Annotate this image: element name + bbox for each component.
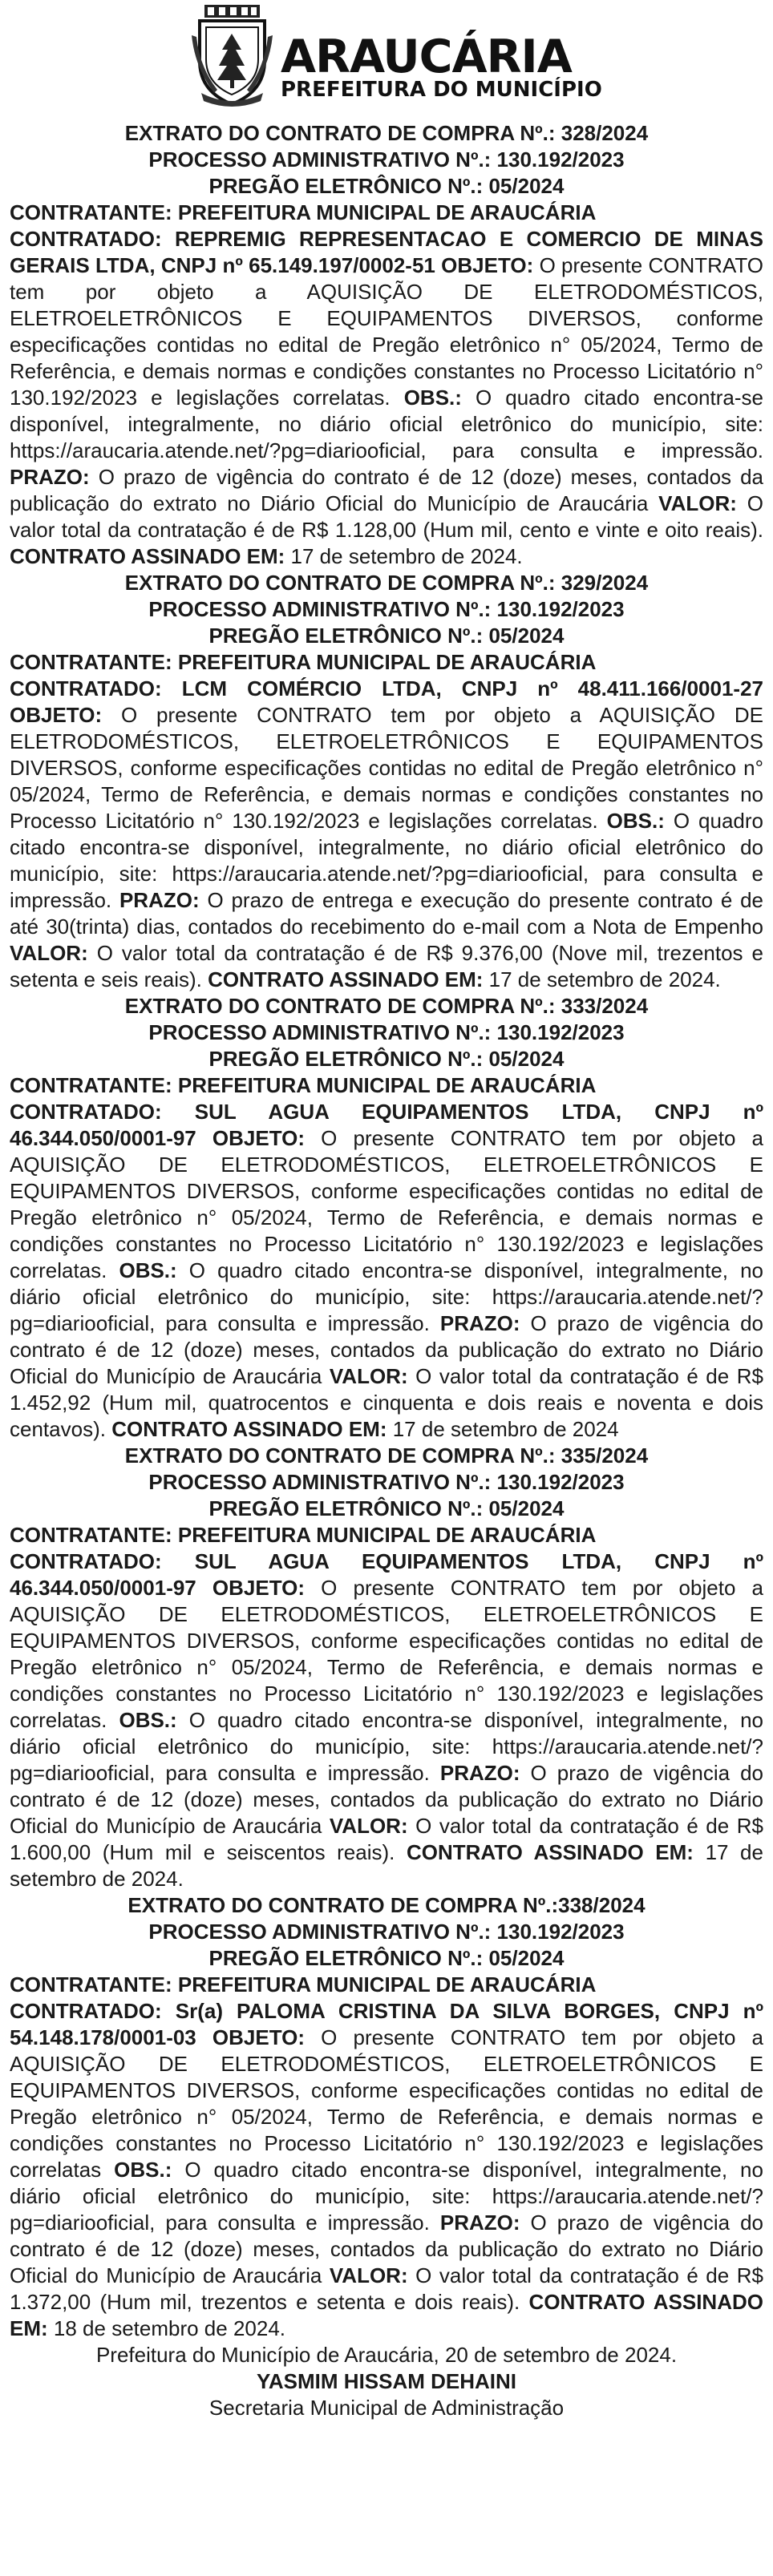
footer bbox=[10, 2342, 763, 2421]
assinado-label: CONTRATO ASSINADO EM: bbox=[111, 1417, 387, 1441]
footer-role: Secretaria Municipal de Administração bbox=[208, 2396, 565, 2420]
extrato-pregao: PREGÃO ELETRÔNICO Nº.: 05/2024 bbox=[208, 174, 565, 198]
objeto-text: O presente CONTRATO tem por objeto a AQUISIÇÃO DE ELETRODOMÉSTICOS, ELETROELETRÔNICOS E EQUIPAMENTOS DIVERSOS, conforme especificações contidas no edital de Pregão eletrônico n° 05/2024, Termo de Referência, e demais normas e condições constantes no Processo Licitatório n° 130.192/2023 e legislações correlatas bbox=[10, 2025, 763, 2182]
assinado-text: 17 de setembro de 2024. bbox=[10, 1840, 763, 1891]
valor-text: O valor total da contratação é de R$ 1.372,00 (Hum mil, trezentos e setenta e dois reais). bbox=[10, 2263, 763, 2314]
obs-text: O quadro citado encontra-se disponível, integralmente, no diário oficial eletrônico do município, site: https://araucaria.atende.net/?pg=diariooficial, para consulta e impressão. bbox=[10, 1708, 763, 1785]
extrato-contratante: CONTRATANTE: PREFEITURA MUNICIPAL DE ARAUCÁRIA bbox=[10, 1972, 597, 1997]
extrato-contratante: CONTRATANTE: PREFEITURA MUNICIPAL DE ARAUCÁRIA bbox=[10, 1073, 597, 1097]
assinado-label: CONTRATO ASSINADO EM: bbox=[10, 544, 285, 568]
contratado-text: CONTRATADO: LCM COMÉRCIO LTDA, CNPJ nº 48.411.166/0001-27 bbox=[10, 676, 763, 701]
obs-text: O quadro citado encontra-se disponível, integralmente, no diário oficial eletrônico do município, site: https://araucaria.atende.net/?pg=diariooficial, para consulta e impressão. bbox=[10, 2158, 763, 2235]
extrato-title: EXTRATO DO CONTRATO DE COMPRA Nº.: 329/2024 bbox=[124, 571, 649, 595]
obs-label: OBS.: bbox=[114, 2158, 172, 2182]
assinado-text: 17 de setembro de 2024. bbox=[488, 967, 721, 991]
objeto-text: O presente CONTRATO tem por objeto a AQUISIÇÃO DE ELETRODOMÉSTICOS, ELETROELETRÔNICOS E EQUIPAMENTOS DIVERSOS, conforme especificações contidas no edital de Pregão eletrônico n° 05/2024, Termo de Referência, e demais normas e condições constantes no Processo Licitatório n° 130.192/2023 e legislações correlatas. bbox=[10, 703, 763, 833]
coat-of-arms-logo bbox=[190, 3, 274, 109]
extrato-pregao: PREGÃO ELETRÔNICO Nº.: 05/2024 bbox=[208, 1946, 565, 1970]
valor-label: VALOR: bbox=[329, 1814, 408, 1838]
assinado-text: 17 de setembro de 2024. bbox=[290, 544, 523, 568]
extrato-section bbox=[10, 570, 763, 993]
extrato-section bbox=[10, 1443, 763, 1892]
valor-text: O valor total da contratação é de R$ 1.600,00 (Hum mil e seiscentos reais). bbox=[10, 1814, 763, 1864]
objeto-text: O presente CONTRATO tem por objeto a AQUISIÇÃO DE ELETRODOMÉSTICOS, ELETROELETRÔNICOS E EQUIPAMENTOS DIVERSOS, conforme especificações contidas no edital de Pregão eletrônico n° 05/2024, Termo de Referência, e demais normas e condições constantes no Processo Licitatório n° 130.192/2023 e legislações correlatas. bbox=[10, 253, 763, 410]
prazo-label: PRAZO: bbox=[439, 1311, 520, 1335]
prazo-label: PRAZO: bbox=[10, 465, 90, 489]
extrato-title: EXTRATO DO CONTRATO DE COMPRA Nº.: 335/2024 bbox=[124, 1443, 649, 1468]
obs-label: OBS.: bbox=[403, 386, 462, 410]
obs-text: O quadro citado encontra-se disponível, integralmente, no diário oficial eletrônico do município, site: https://araucaria.atende.net/?pg=diariooficial, para consulta e impressão. bbox=[10, 386, 763, 462]
valor-label: VALOR: bbox=[658, 491, 737, 515]
prazo-label: PRAZO: bbox=[439, 1761, 520, 1785]
prazo-text: O prazo de vigência do contrato é de 12 (doze) meses, contados da publicação do extrato no Diário Oficial do Município de Araucária bbox=[10, 2211, 763, 2287]
objeto-label: OBJETO: bbox=[212, 1576, 306, 1600]
valor-text: O valor total da contratação é de R$ 9.376,00 (Nove mil, trezentos e setenta e seis reais). bbox=[10, 941, 763, 991]
prazo-label: PRAZO: bbox=[119, 888, 200, 912]
valor-text: O valor total da contratação é de R$ 1.128,00 (Hum mil, cento e vinte e oito reais). bbox=[10, 491, 763, 542]
valor-label: VALOR: bbox=[10, 941, 88, 965]
contratado-text: CONTRATADO: Sr(a) PALOMA CRISTINA DA SILVA BORGES, CNPJ nº 54.148.178/0001-03 bbox=[10, 1999, 763, 2049]
extrato-contratante: CONTRATANTE: PREFEITURA MUNICIPAL DE ARAUCÁRIA bbox=[10, 200, 597, 224]
objeto-label: OBJETO: bbox=[441, 253, 534, 277]
extrato-title: EXTRATO DO CONTRATO DE COMPRA Nº.: 333/2024 bbox=[124, 994, 649, 1018]
extrato-body bbox=[10, 226, 763, 570]
obs-text: O quadro citado encontra-se disponível, integralmente, no diário oficial eletrônico do município, site: https://araucaria.atende.net/?pg=diariooficial, para consulta e impressão. bbox=[10, 809, 763, 912]
extrato-body bbox=[10, 1998, 763, 2342]
obs-label: OBS.: bbox=[606, 809, 665, 833]
brand-name: ARAUCÁRIA bbox=[281, 30, 572, 83]
extrato-section bbox=[10, 1892, 763, 2342]
valor-label: VALOR: bbox=[329, 1364, 408, 1388]
objeto-label: OBJETO: bbox=[212, 2025, 306, 2049]
obs-label: OBS.: bbox=[119, 1258, 177, 1282]
assinado-label: CONTRATO ASSINADO EM: bbox=[10, 2290, 763, 2340]
contratado-text: CONTRATADO: SUL AGUA EQUIPAMENTOS LTDA, CNPJ nº 46.344.050/0001-97 bbox=[10, 1100, 763, 1150]
footer-signer: YASMIM HISSAM DEHAINI bbox=[256, 2369, 517, 2393]
assinado-text: 18 de setembro de 2024. bbox=[53, 2316, 286, 2340]
objeto-label: OBJETO: bbox=[212, 1126, 306, 1150]
extrato-section bbox=[10, 120, 763, 570]
extrato-processo: PROCESSO ADMINISTRATIVO Nº.: 130.192/2023 bbox=[148, 1920, 625, 1944]
prazo-text: O prazo de entrega e execução do presente contrato é de até 30(trinta) dias, contados do recebimento do e-mail com a Nota de Empenho bbox=[10, 888, 763, 939]
objeto-text: O presente CONTRATO tem por objeto a AQUISIÇÃO DE ELETRODOMÉSTICOS, ELETROELETRÔNICOS E EQUIPAMENTOS DIVERSOS, conforme especificações contidas no edital de Pregão eletrônico n° 05/2024, Termo de Referência, e demais normas e condições constantes no Processo Licitatório n° 130.192/2023 e legislações correlatas. bbox=[10, 1126, 763, 1282]
extrato-processo: PROCESSO ADMINISTRATIVO Nº.: 130.192/2023 bbox=[148, 597, 625, 621]
valor-text: O valor total da contratação é de R$ 1.452,92 (Hum mil, quatrocentos e cinquenta e dois reais e noventa e dois centavos). bbox=[10, 1364, 763, 1441]
extrato-pregao: PREGÃO ELETRÔNICO Nº.: 05/2024 bbox=[208, 624, 565, 648]
extrato-section bbox=[10, 993, 763, 1443]
extrato-body bbox=[10, 1099, 763, 1443]
prazo-label: PRAZO: bbox=[439, 2211, 520, 2235]
contratado-text: CONTRATADO: SUL AGUA EQUIPAMENTOS LTDA, CNPJ nº 46.344.050/0001-97 bbox=[10, 1549, 763, 1600]
prazo-text: O prazo de vigência do contrato é de 12 (doze) meses, contados da publicação do extrato no Diário Oficial do Município de Araucária bbox=[10, 465, 763, 515]
extrato-processo: PROCESSO ADMINISTRATIVO Nº.: 130.192/2023 bbox=[148, 1020, 625, 1044]
extrato-title: EXTRATO DO CONTRATO DE COMPRA Nº.: 328/2024 bbox=[124, 121, 649, 145]
extrato-title: EXTRATO DO CONTRATO DE COMPRA Nº.:338/2024 bbox=[127, 1893, 646, 1917]
extrato-body bbox=[10, 1548, 763, 1892]
assinado-label: CONTRATO ASSINADO EM: bbox=[208, 967, 484, 991]
objeto-label: OBJETO: bbox=[10, 703, 103, 727]
assinado-text: 17 de setembro de 2024 bbox=[392, 1417, 619, 1441]
obs-label: OBS.: bbox=[119, 1708, 177, 1732]
extrato-pregao: PREGÃO ELETRÔNICO Nº.: 05/2024 bbox=[208, 1047, 565, 1071]
extrato-contratante: CONTRATANTE: PREFEITURA MUNICIPAL DE ARAUCÁRIA bbox=[10, 1523, 597, 1547]
assinado-label: CONTRATO ASSINADO EM: bbox=[406, 1840, 694, 1864]
extrato-processo: PROCESSO ADMINISTRATIVO Nº.: 130.192/2023 bbox=[148, 147, 625, 172]
prazo-text: O prazo de vigência do contrato é de 12 (doze) meses, contados da publicação do extrato no Diário Oficial do Município de Araucária bbox=[10, 1311, 763, 1388]
brand-subtitle: PREFEITURA DO MUNICÍPIO bbox=[281, 78, 602, 102]
objeto-text: O presente CONTRATO tem por objeto a AQUISIÇÃO DE ELETRODOMÉSTICOS, ELETROELETRÔNICOS E EQUIPAMENTOS DIVERSOS, conforme especificações contidas no edital de Pregão eletrônico n° 05/2024, Termo de Referência, e demais normas e condições constantes no Processo Licitatório n° 130.192/2023 e legislações correlatas. bbox=[10, 1576, 763, 1732]
extrato-contratante: CONTRATANTE: PREFEITURA MUNICIPAL DE ARAUCÁRIA bbox=[10, 650, 597, 674]
footer-city-date: Prefeitura do Município de Araucária, 20 de setembro de 2024. bbox=[95, 2343, 678, 2367]
extrato-pregao: PREGÃO ELETRÔNICO Nº.: 05/2024 bbox=[208, 1496, 565, 1520]
contratado-text: CONTRATADO: REPREMIG REPRESENTACAO E COMERCIO DE MINAS GERAIS LTDA, CNPJ nº 65.149.197/0002-51 bbox=[10, 227, 763, 277]
document-page bbox=[10, 0, 763, 2576]
extrato-body bbox=[10, 676, 763, 993]
header bbox=[10, 0, 763, 120]
prazo-text: O prazo de vigência do contrato é de 12 (doze) meses, contados da publicação do extrato no Diário Oficial do Município de Araucária bbox=[10, 1761, 763, 1838]
obs-text: O quadro citado encontra-se disponível, integralmente, no diário oficial eletrônico do município, site: https://araucaria.atende.net/?pg=diariooficial, para consulta e impressão. bbox=[10, 1258, 763, 1335]
extrato-processo: PROCESSO ADMINISTRATIVO Nº.: 130.192/2023 bbox=[148, 1470, 625, 1494]
valor-label: VALOR: bbox=[329, 2263, 408, 2287]
extratos-list bbox=[10, 120, 763, 2342]
